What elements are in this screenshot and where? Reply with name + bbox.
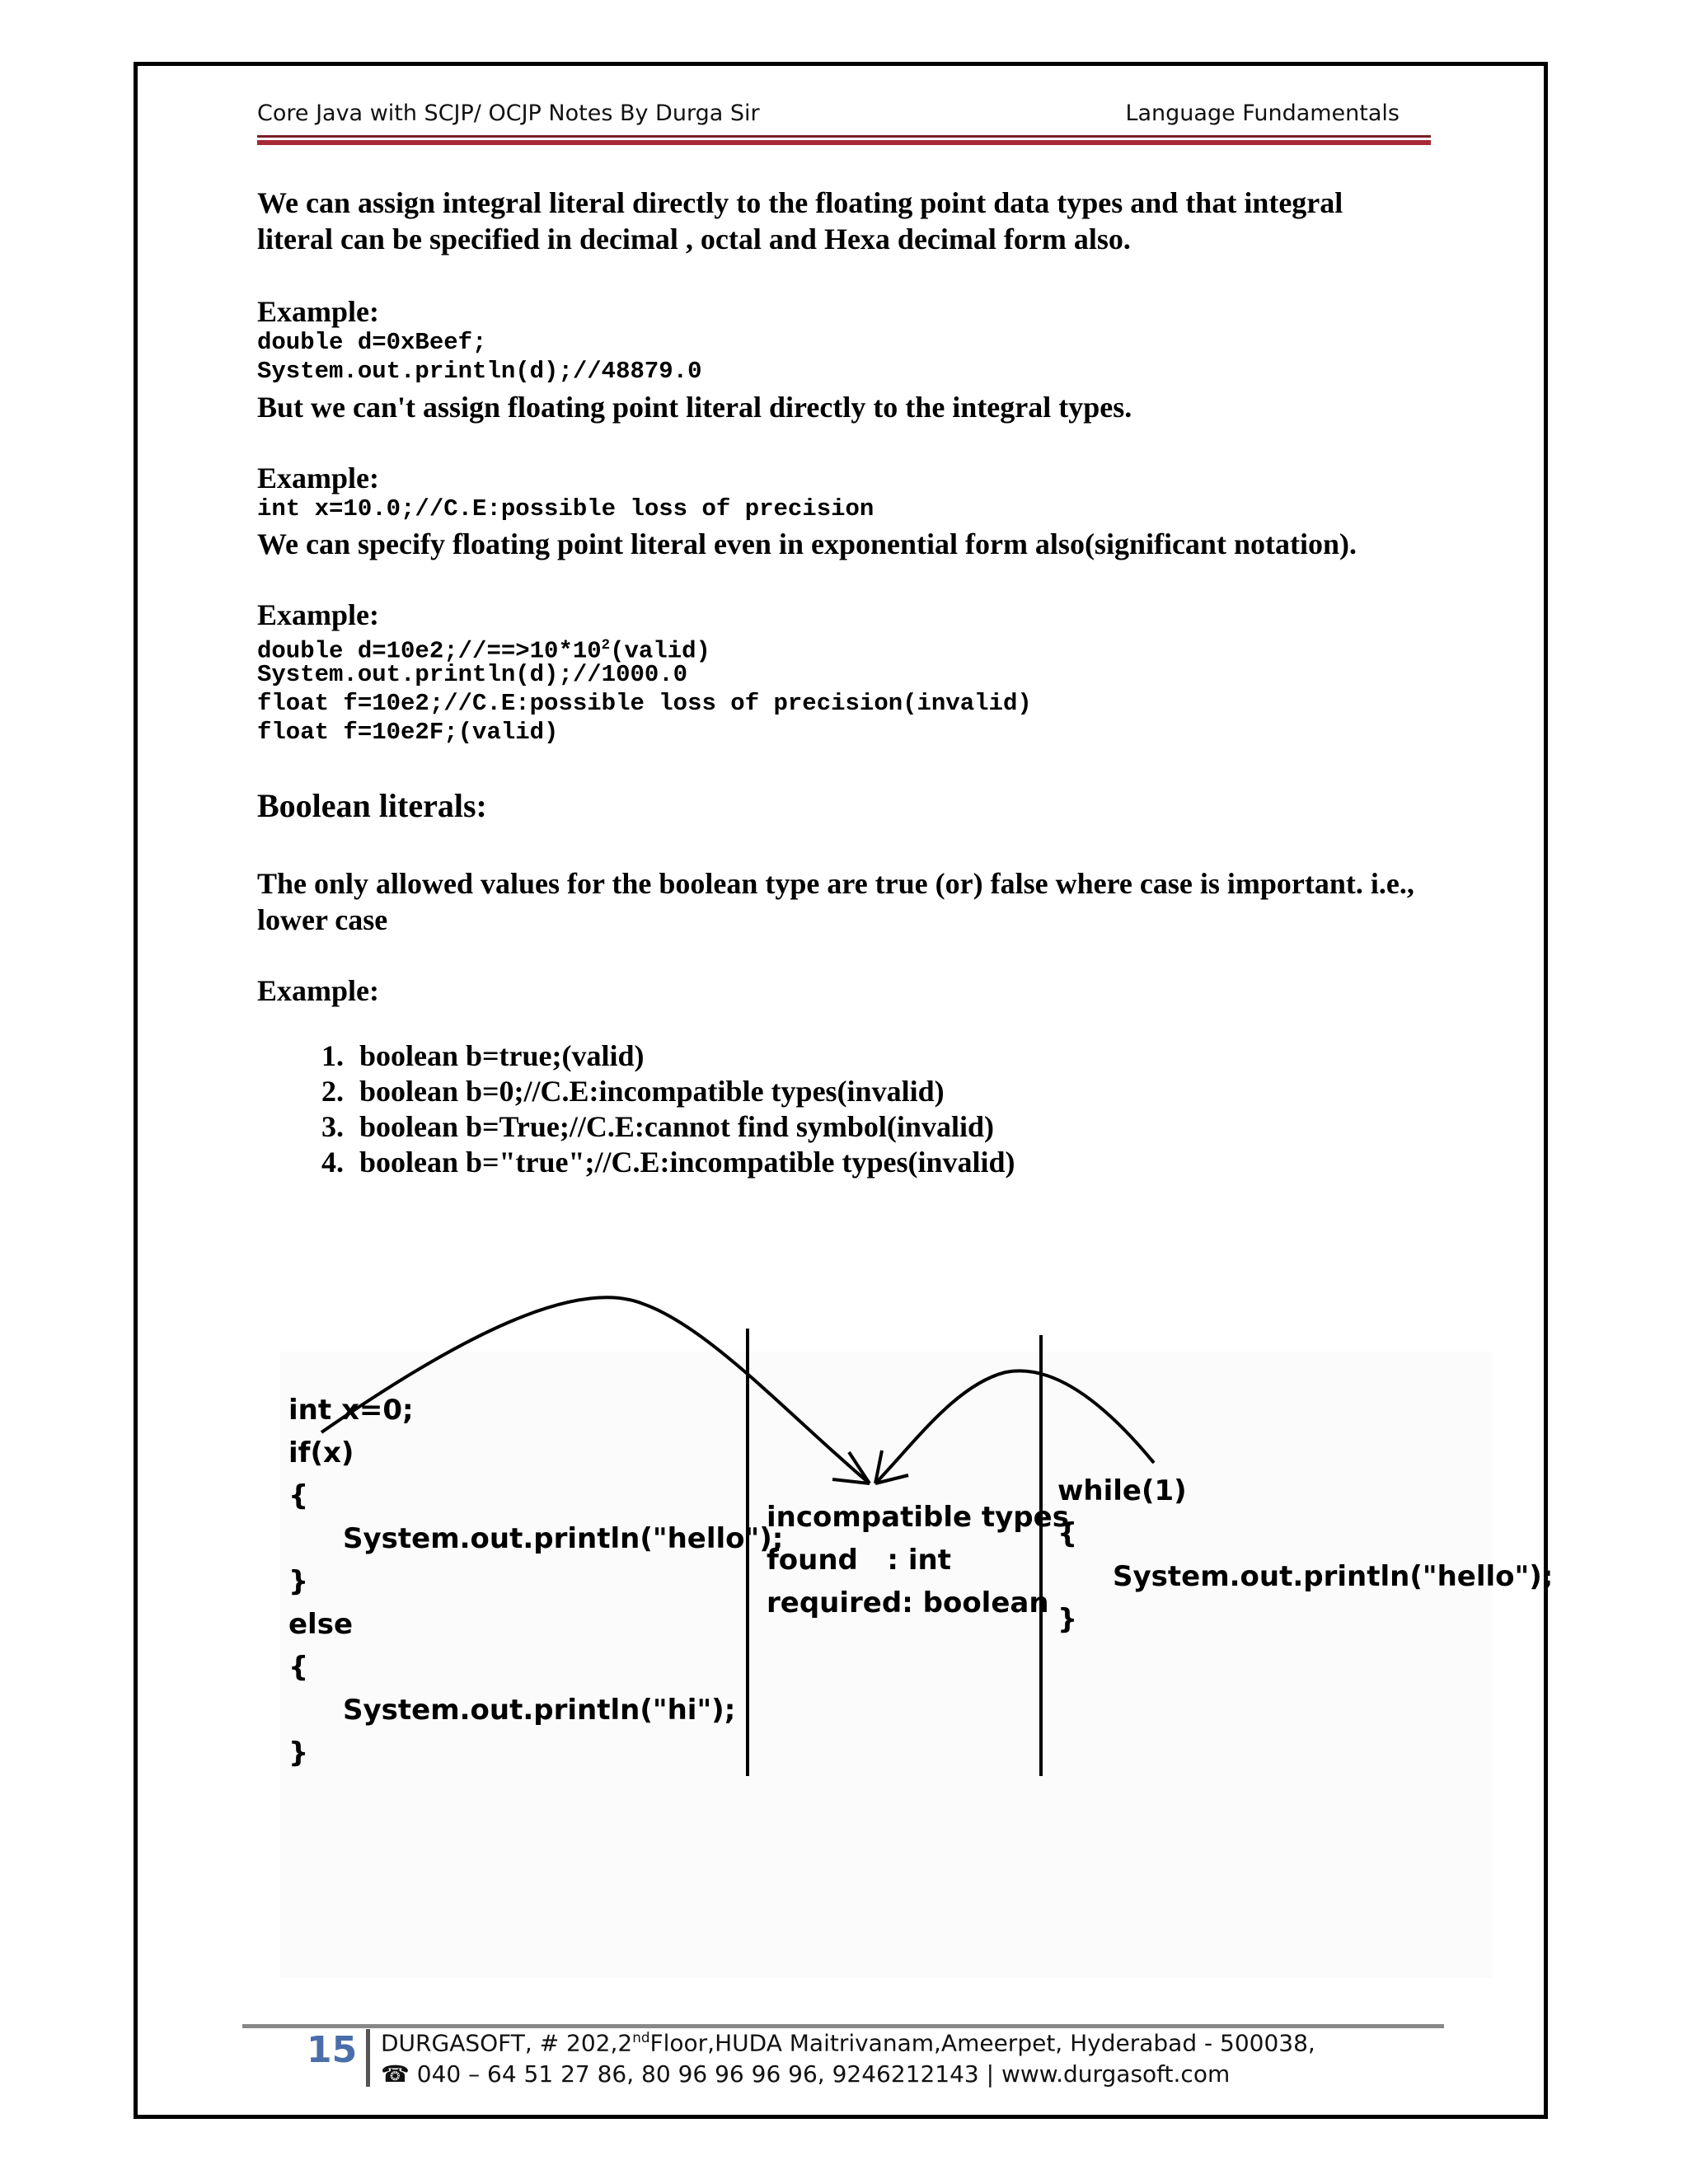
example-label-4: Example:: [257, 974, 379, 1007]
right-code-line: System.out.println("hello");: [1113, 1560, 1554, 1593]
right-code-line: while(1): [1057, 1474, 1187, 1507]
left-code-line: {: [288, 1651, 309, 1684]
footer-text: Floor,HUDA Maitrivanam,Ameerpet, Hyderabad - 500038,: [649, 2029, 1315, 2057]
footer-address: [381, 2029, 1315, 2056]
paragraph-integral-to-float: We can assign integral literal directly to the floating point data types and that integral literal can be specified in decimal , octal and Hexa decimal form also.: [257, 186, 1343, 255]
code-line: int x=10.0;//C.E:possible loss of precision: [257, 495, 874, 523]
example-label-1: Example:: [257, 295, 379, 328]
left-code-line: {: [288, 1479, 309, 1512]
code-superscript: 2: [601, 638, 611, 654]
footer-divider: [366, 2029, 370, 2087]
list-item: 2. boolean b=0;//C.E:incompatible types(invalid): [351, 1074, 1015, 1109]
list-item: 3. boolean b=True;//C.E:cannot find symbol(invalid): [351, 1109, 1015, 1145]
right-code-line: }: [1057, 1603, 1078, 1636]
left-code-line: }: [288, 1736, 309, 1769]
left-code-line: System.out.println("hello");: [343, 1522, 784, 1555]
paragraph-exponential: We can specify floating point literal even in exponential form also(significant notation).: [257, 527, 1357, 560]
code-line: System.out.println(d);//48879.0: [257, 358, 702, 385]
section-heading-boolean: Boolean literals:: [257, 787, 487, 824]
header-title: Core Java with SCJP/ OCJP Notes By Durga Sir: [257, 101, 760, 126]
code-line: System.out.println(d);//1000.0: [257, 661, 688, 688]
left-code-line: else: [288, 1608, 354, 1641]
diagram-background: [280, 1352, 1492, 1978]
page-number: 15: [307, 2029, 358, 2071]
paragraph-boolean-values: The only allowed values for the boolean type are true (or) false where case is important. i.e., lower case: [257, 867, 1414, 936]
footer-rule: [242, 2024, 1444, 2028]
code-text: double d=10e2;//==>10*10: [257, 637, 602, 665]
left-code-line: int x=0;: [288, 1394, 414, 1427]
error-message-line: incompatible types: [767, 1501, 1069, 1534]
right-code-line: {: [1057, 1517, 1078, 1550]
example-label-2: Example:: [257, 462, 379, 494]
code-line: double d=0xBeef;: [257, 329, 487, 356]
left-code-line: }: [288, 1565, 309, 1598]
list-item: 1. boolean b=true;(valid): [351, 1038, 1015, 1074]
left-code-line: System.out.println("hi");: [343, 1694, 736, 1727]
code-text: (valid): [610, 637, 710, 665]
example-label-3: Example:: [257, 598, 379, 631]
header-section: Language Fundamentals: [1125, 101, 1400, 126]
list-item: 4. boolean b="true";//C.E:incompatible types(invalid): [351, 1145, 1015, 1180]
footer-text: DURGASOFT, # 202,2: [381, 2029, 633, 2057]
code-line: float f=10e2F;(valid): [257, 719, 559, 746]
paragraph-float-to-integral: But we can't assign floating point literal directly to the integral types.: [257, 391, 1132, 424]
footer-contact: ☎ 040 – 64 51 27 86, 80 96 96 96 96, 9246212143 | www.durgasoft.com: [381, 2060, 1231, 2088]
code-line: float f=10e2;//C.E:possible loss of precision(invalid): [257, 690, 1032, 717]
left-code-line: if(x): [288, 1436, 354, 1469]
footer-superscript: nd: [632, 2029, 650, 2046]
error-message-line: found : int: [767, 1544, 951, 1577]
error-message-line: required: boolean: [767, 1586, 1049, 1619]
